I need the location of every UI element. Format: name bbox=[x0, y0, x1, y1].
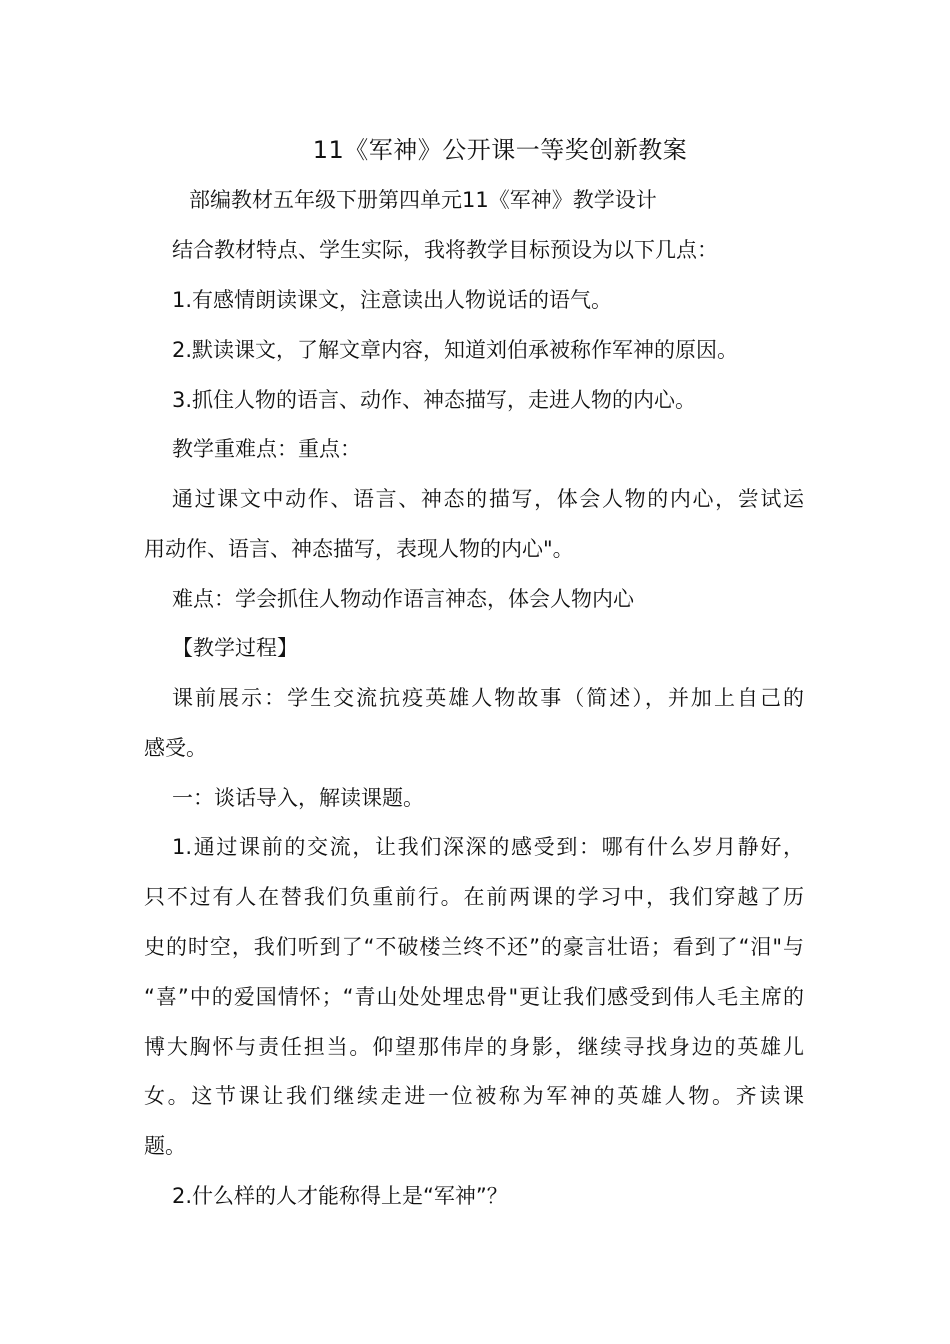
preclass-line-2: 感受。 bbox=[144, 736, 207, 760]
difficulty-text: 难点：学会抓住人物动作语言神态，体会人物内心 bbox=[172, 587, 634, 611]
goal-2: 2.默读课文，了解文章内容，知道刘伯承被称作军神的原因。 bbox=[172, 338, 739, 362]
para1-line-7: 题。 bbox=[144, 1134, 186, 1158]
goal-1: 1.有感情朗读课文，注意读出人物说话的语气。 bbox=[172, 288, 613, 312]
preclass-line-1: 课前展示：学生交流抗疫英雄人物故事（简述），并加上自己的 bbox=[172, 686, 804, 710]
para2-text: 2.什么样的人才能称得上是“军神”？ bbox=[172, 1184, 508, 1208]
para1-line-2: 只不过有人在替我们负重前行。在前两课的学习中，我们穿越了历 bbox=[144, 885, 804, 909]
para1-line-3: 史的时空，我们听到了“不破楼兰终不还”的豪言壮语；看到了“泪"与 bbox=[144, 935, 804, 959]
subtitle: 部编教材五年级下册第四单元11《军神》教学设计 bbox=[189, 188, 657, 212]
para1-line-4: “喜”中的爱国情怀；“青山处处埋忠骨"更让我们感受到伟人毛主席的 bbox=[144, 985, 804, 1009]
intro-text: 结合教材特点、学生实际，我将教学目标预设为以下几点： bbox=[172, 238, 718, 262]
para1-line-6: 女。这节课让我们继续走进一位被称为军神的英雄人物。齐读课 bbox=[144, 1084, 804, 1108]
process-heading: 【教学过程】 bbox=[172, 636, 298, 660]
document-title: 11《军神》公开课一等奖创新教案 bbox=[312, 136, 688, 164]
section-one-heading: 一：谈话导入，解读课题。 bbox=[172, 786, 424, 810]
para1-line-5: 博大胸怀与责任担当。仰望那伟岸的身影，继续寻找身边的英雄儿 bbox=[144, 1035, 804, 1059]
goal-3: 3.抓住人物的语言、动作、神态描写，走进人物的内心。 bbox=[172, 388, 697, 412]
key-point-line-1: 通过课文中动作、语言、神态的描写，体会人物的内心，尝试运 bbox=[172, 487, 804, 511]
key-point-line-2: 用动作、语言、神态描写，表现人物的内心"。 bbox=[144, 537, 574, 561]
key-points-heading: 教学重难点：重点： bbox=[172, 437, 361, 461]
para1-line-1: 1.通过课前的交流，让我们深深的感受到：哪有什么岁月静好， bbox=[172, 835, 804, 859]
